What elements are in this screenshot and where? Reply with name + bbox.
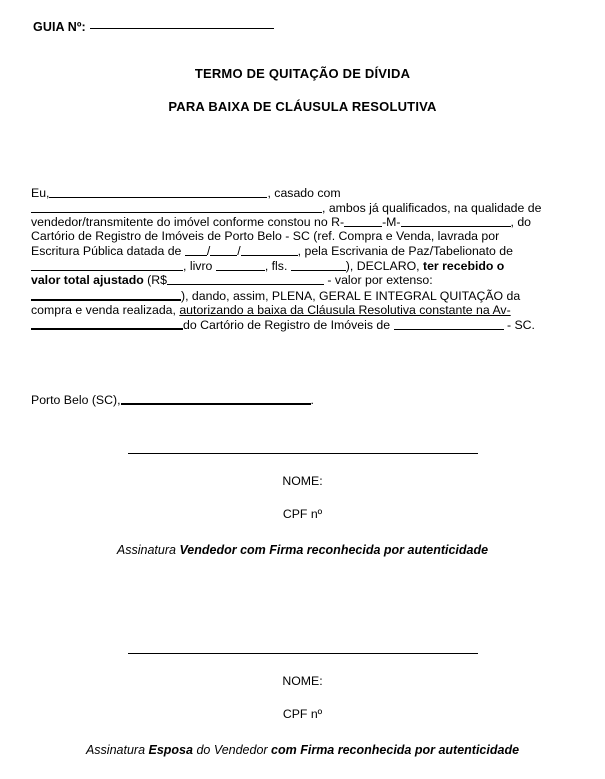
body-line-6-text-c: ), DECLARO, bbox=[345, 258, 420, 273]
body-line-1-text-a: Eu, bbox=[31, 186, 50, 200]
city-period: . bbox=[310, 393, 314, 407]
title-line-1: TERMO DE QUITAÇÃO DE DÍVIDA bbox=[194, 66, 411, 81]
body-line-2-text: , ambos já qualificados, na qualidade de bbox=[322, 200, 542, 215]
body-line-3-text-c: , do bbox=[510, 215, 532, 230]
date-blank[interactable] bbox=[121, 392, 311, 405]
signature-caption-spouse-bold-2: com Firma reconhecida por autenticidade bbox=[271, 743, 520, 757]
body-line-10-text-b: - SC. bbox=[506, 318, 535, 333]
body-line-5-text-a: Escritura Pública datada de bbox=[31, 243, 182, 258]
folio-blank[interactable] bbox=[291, 259, 346, 271]
body-line-5-text-b: , pela Escrivania de Paz/Tabelionato de bbox=[297, 243, 513, 258]
signature-block-spouse bbox=[0, 652, 605, 757]
signature-name-label-spouse: NOME: bbox=[282, 674, 323, 688]
body-line-10 bbox=[31, 317, 574, 333]
notary-office-blank[interactable] bbox=[31, 259, 183, 271]
body-line-6-text-b: , fls. bbox=[264, 258, 288, 273]
body-line-7-text-b: - valor por extenso: bbox=[327, 273, 433, 288]
signature-caption-spouse-bold-1: Esposa bbox=[148, 743, 193, 757]
registry-m-blank[interactable] bbox=[401, 215, 511, 227]
body-line-5 bbox=[31, 244, 574, 259]
signature-block-seller bbox=[0, 452, 605, 557]
amount-in-words-blank[interactable] bbox=[31, 288, 181, 301]
av-number-blank[interactable] bbox=[31, 317, 183, 330]
body-line-1 bbox=[31, 186, 574, 201]
city-label: Porto Belo (SC), bbox=[31, 393, 121, 407]
signature-line-seller[interactable] bbox=[128, 452, 478, 454]
body-line-7-text-a: (R$ bbox=[147, 273, 167, 288]
signature-cpf-label-spouse: CPF nº bbox=[282, 707, 323, 721]
signature-caption-seller-bold-1: Vendedor com Firma reconhecida por autenticidade bbox=[179, 543, 489, 557]
signature-name-label-seller: NOME: bbox=[282, 474, 323, 488]
signature-caption-seller bbox=[0, 543, 605, 557]
body-line-4 bbox=[31, 230, 574, 244]
guia-number-label: GUIA Nº: bbox=[33, 20, 86, 34]
amount-value-blank[interactable] bbox=[167, 273, 324, 285]
body-line-3-text-a: vendedor/transmitente do imóvel conforme constou no R- bbox=[31, 215, 345, 230]
body-line-8 bbox=[31, 288, 574, 304]
body-line-7 bbox=[31, 273, 574, 288]
body-line-5-sep-2: / bbox=[237, 243, 241, 258]
body-line-3 bbox=[31, 215, 574, 230]
body-line-10-text-a: do Cartório de Registro de Imóveis de bbox=[183, 318, 391, 333]
deed-year-blank[interactable] bbox=[241, 244, 298, 256]
body-line-6 bbox=[31, 259, 574, 274]
body-line-9 bbox=[31, 304, 574, 318]
body-line-9-text-a: compra e venda realizada, bbox=[31, 302, 176, 317]
city-date-row bbox=[31, 392, 314, 407]
body-line-8-text: ), dando, assim, PLENA, GERAL E INTEGRAL QUITAÇÃO da bbox=[181, 288, 521, 303]
deed-day-blank[interactable] bbox=[185, 244, 207, 256]
registry-city-blank[interactable] bbox=[394, 318, 504, 330]
signature-caption-spouse bbox=[0, 743, 605, 757]
body-line-6-text-a: , livro bbox=[183, 258, 213, 273]
signature-caption-spouse-italic-1: Assinatura bbox=[85, 743, 149, 757]
guia-number-row bbox=[33, 16, 274, 34]
body-line-5-sep-1: / bbox=[206, 243, 211, 258]
registry-r-blank[interactable] bbox=[344, 215, 382, 227]
deed-month-blank[interactable] bbox=[210, 244, 237, 256]
signature-line-spouse[interactable] bbox=[128, 652, 478, 654]
body-line-6-bold: ter recebido o bbox=[423, 258, 505, 273]
signature-caption-seller-italic-1: Assinatura bbox=[116, 543, 180, 557]
seller-name-blank[interactable] bbox=[49, 186, 267, 198]
signature-cpf-label-seller: CPF nº bbox=[282, 507, 323, 521]
title-line-2: PARA BAIXA DE CLÁUSULA RESOLUTIVA bbox=[168, 99, 437, 114]
body-line-3-text-b: -M- bbox=[382, 215, 401, 230]
document-body bbox=[31, 186, 574, 333]
body-line-9-underlined: autorizando a baixa da Cláusula Resolutiva constante na Av- bbox=[179, 302, 511, 317]
body-line-2 bbox=[31, 201, 574, 216]
body-line-1-text-b: , casado com bbox=[267, 186, 341, 200]
body-line-4-text: Cartório de Registro de Imóveis de Porto Belo - SC (ref. Compra e Venda, lavrada por bbox=[31, 229, 500, 244]
spouse-name-blank[interactable] bbox=[31, 201, 322, 213]
book-blank[interactable] bbox=[216, 259, 265, 271]
guia-number-blank[interactable] bbox=[90, 16, 274, 29]
body-line-7-bold: valor total ajustado bbox=[31, 273, 144, 288]
document-title bbox=[0, 66, 605, 115]
signature-caption-spouse-italic-2: do Vendedor bbox=[192, 743, 272, 757]
